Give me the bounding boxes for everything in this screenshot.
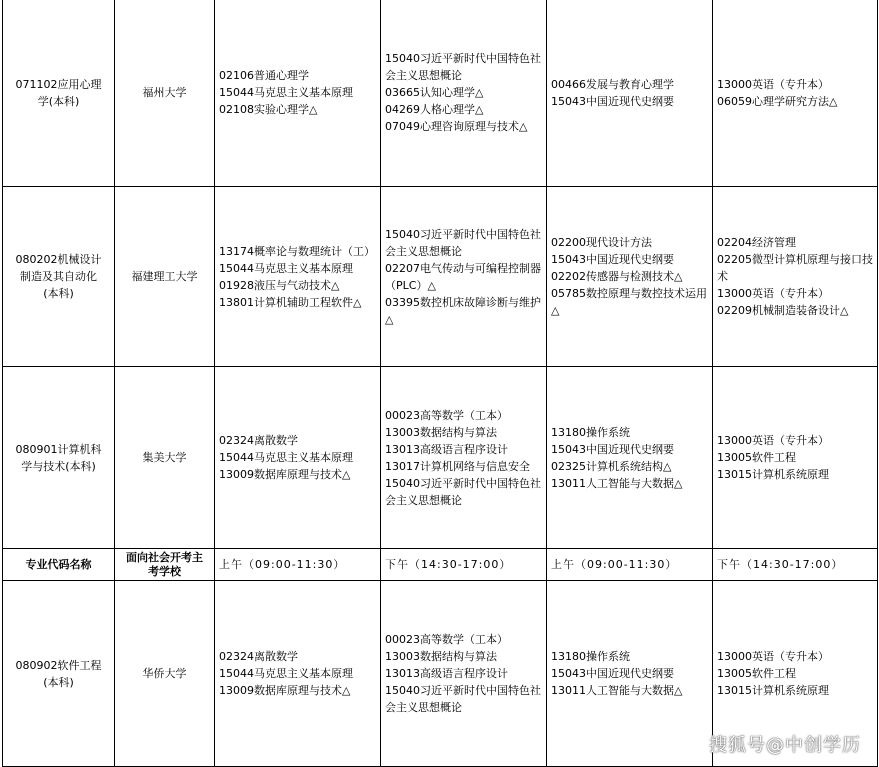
course-item: 15040习近平新时代中国特色社会主义思想概论	[385, 52, 541, 82]
course-cell	[215, 0, 381, 187]
course-item: 13000英语（专升本）	[717, 77, 829, 91]
course-item: 15044马克思主义基本原理	[219, 451, 353, 464]
course-item: 15044马克思主义基本原理	[219, 667, 353, 680]
course-item: 13174概率论与数理统计（工）	[219, 244, 375, 258]
course-item: 13180操作系统	[551, 650, 630, 663]
major-cell: 080902软件工程(本科)	[3, 581, 115, 767]
course-item: 02207电气传动与可编程控制器（PLC）△	[385, 261, 541, 292]
course-item: 00023高等数学（工本）	[385, 633, 508, 646]
course-item: 15043中国近现代史纲要	[551, 442, 674, 456]
course-item: 02200现代设计方法	[551, 236, 652, 249]
major-cell: 080202机械设计制造及其自动化(本科)	[3, 187, 115, 367]
course-item: 07049心理咨询原理与技术△	[385, 120, 528, 133]
course-item: 02205微型计算机原理与接口技术	[717, 253, 873, 283]
major-cell: 071102应用心理学(本科)	[3, 0, 115, 187]
course-item: 13000英语（专升本）	[717, 650, 829, 663]
course-item: 13009数据库原理与技术△	[219, 684, 351, 697]
course-item: 15044马克思主义基本原理	[219, 86, 353, 99]
table-row	[3, 187, 878, 367]
course-cell	[713, 187, 878, 367]
course-item: 00466发展与教育心理学	[551, 77, 674, 91]
course-cell	[713, 367, 878, 549]
course-item: 02108实验心理学△	[219, 103, 318, 116]
course-item: 15043中国近现代史纲要	[551, 667, 674, 680]
course-item: 13005软件工程	[717, 667, 796, 680]
header-time-2: 下午（14:30-17:00）	[381, 549, 547, 581]
course-item: 06059心理学研究方法△	[717, 94, 838, 108]
watermark: 搜狐号@中创学历	[709, 735, 861, 756]
course-item: 15043中国近现代史纲要	[551, 94, 674, 108]
school-cell: 华侨大学	[115, 581, 215, 767]
course-item: 13003数据结构与算法	[385, 425, 497, 439]
course-item: 13011人工智能与大数据△	[551, 684, 683, 697]
course-item: 13015计算机系统原理	[717, 468, 829, 481]
course-item: 13000英语（专升本）	[717, 287, 829, 300]
course-cell	[215, 367, 381, 549]
course-item: 15043中国近现代史纲要	[551, 253, 674, 266]
course-item: 02106普通心理学	[219, 69, 309, 82]
course-cell	[381, 581, 547, 767]
course-cell	[215, 581, 381, 767]
course-cell	[547, 581, 713, 767]
course-cell	[381, 187, 547, 367]
course-cell	[547, 187, 713, 367]
course-item: 03395数控机床故障诊断与维护△	[385, 295, 541, 326]
header-major: 专业代码名称	[3, 549, 115, 581]
course-item: 03665认知心理学△	[385, 86, 484, 99]
course-item: 15044马克思主义基本原理	[219, 261, 353, 275]
table-row	[3, 367, 878, 549]
course-item: 13013高级语言程序设计	[385, 442, 508, 456]
school-cell: 福州大学	[115, 0, 215, 187]
course-item: 02202传感器与检测技术△	[551, 270, 683, 283]
course-cell	[713, 0, 878, 187]
table-row	[3, 0, 878, 187]
exam-schedule-table	[2, 0, 878, 767]
course-item: 02325计算机系统结构△	[551, 459, 672, 473]
course-item: 13180操作系统	[551, 425, 630, 439]
course-item: 15040习近平新时代中国特色社会主义思想概论	[385, 476, 541, 507]
course-item: 13005软件工程	[717, 451, 796, 464]
header-row	[3, 549, 878, 581]
course-item: 04269人格心理学△	[385, 103, 484, 116]
course-item: 02324离散数学	[219, 434, 298, 447]
course-item: 05785数控原理与数控技术运用△	[551, 287, 707, 317]
course-item: 13017计算机网络与信息安全	[385, 459, 530, 473]
course-item: 15040习近平新时代中国特色社会主义思想概论	[385, 227, 541, 258]
major-cell: 080901计算机科学与技术(本科)	[3, 367, 115, 549]
school-cell: 福建理工大学	[115, 187, 215, 367]
course-cell	[381, 0, 547, 187]
course-item: 00023高等数学（工本）	[385, 408, 508, 422]
school-cell: 集美大学	[115, 367, 215, 549]
course-item: 01928液压与气动技术△	[219, 278, 340, 292]
course-item: 13003数据结构与算法	[385, 650, 497, 663]
course-item: 02324离散数学	[219, 650, 298, 663]
header-time-4: 下午（14:30-17:00）	[713, 549, 878, 581]
course-item: 02204经济管理	[717, 236, 796, 249]
course-cell	[215, 187, 381, 367]
course-item: 13009数据库原理与技术△	[219, 468, 351, 481]
course-item: 13000英语（专升本）	[717, 434, 829, 447]
course-item: 13015计算机系统原理	[717, 684, 829, 697]
course-cell	[547, 0, 713, 187]
course-item: 02209机械制造装备设计△	[717, 304, 849, 317]
course-item: 13801计算机辅助工程软件△	[219, 295, 362, 309]
course-cell	[381, 367, 547, 549]
course-item: 15040习近平新时代中国特色社会主义思想概论	[385, 684, 541, 714]
course-cell	[547, 367, 713, 549]
header-time-1: 上午（09:00-11:30）	[215, 549, 381, 581]
course-item: 13013高级语言程序设计	[385, 667, 508, 680]
header-school: 面向社会开考主考学校	[115, 549, 215, 581]
header-time-3: 上午（09:00-11:30）	[547, 549, 713, 581]
course-item: 13011人工智能与大数据△	[551, 476, 683, 490]
